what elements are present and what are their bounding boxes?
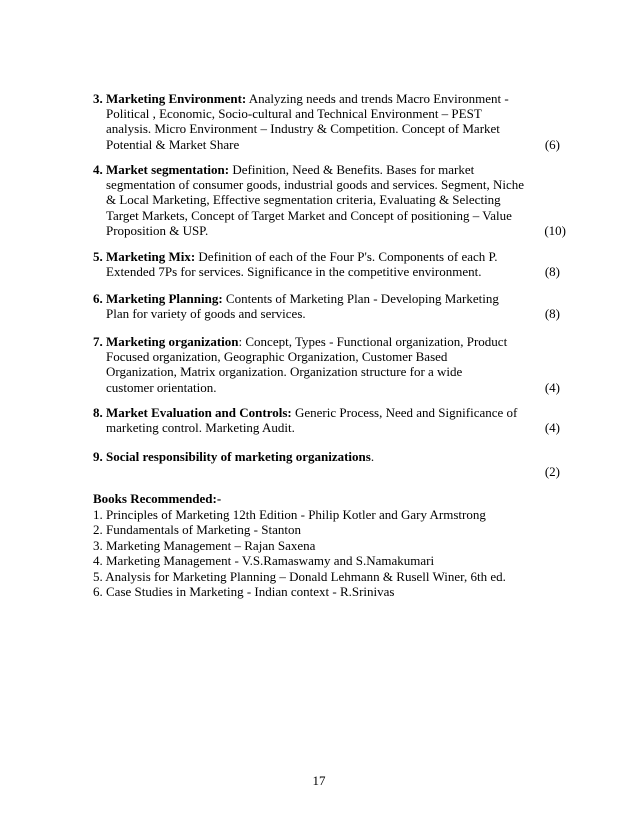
unit-9-number: 9.: [93, 449, 103, 464]
unit-3-marks: (6): [544, 136, 560, 152]
book-item-2: 2. Fundamentals of Marketing - Stanton: [93, 522, 301, 537]
unit-3-text-1: Analyzing needs and trends Macro Environment -: [246, 91, 509, 106]
unit-8-line-1: [93, 405, 563, 420]
unit-8-number: 8.: [93, 405, 103, 420]
unit-3-number: 3.: [93, 91, 103, 106]
unit-5-title: Marketing Mix:: [106, 249, 196, 264]
unit-6-line-1: [93, 291, 563, 306]
book-item-4: 4. Marketing Management - V.S.Ramaswamy and S.Namakumari: [93, 553, 435, 568]
unit-4-line-1: [93, 162, 563, 177]
unit-5-marks: (8): [544, 264, 560, 280]
unit-7-marks: (4): [544, 379, 560, 395]
unit-8-marks: (4): [544, 420, 560, 436]
unit-5-line-2: [93, 264, 563, 279]
unit-3-line-2: Political , Economic, Socio-cultural and Technical Environment – PEST: [106, 106, 482, 122]
unit-3-title: Marketing Environment:: [106, 91, 247, 106]
unit-7: [93, 334, 563, 395]
unit-9-line-1: [93, 449, 563, 464]
unit-4-line-3: & Local Marketing, Effective segmentation criteria, Evaluating & Selecting: [106, 192, 501, 208]
unit-4-number: 4.: [93, 162, 103, 177]
unit-8: [93, 405, 563, 435]
unit-4: [93, 162, 566, 238]
unit-7-line-1: [93, 334, 563, 349]
unit-4-line-4: Target Markets, Concept of Target Market and Concept of positioning – Value: [106, 207, 512, 223]
unit-6-text-2: Plan for variety of goods and services.: [106, 306, 306, 322]
unit-7-text-4: customer orientation.: [106, 379, 217, 395]
unit-3: [93, 91, 563, 152]
unit-7-line-2: Focused organization, Geographic Organization, Customer Based: [106, 349, 448, 365]
unit-4-title: Market segmentation:: [106, 162, 230, 177]
unit-9-title: Social responsibility of marketing organizations: [106, 449, 371, 464]
unit-6: [93, 291, 563, 321]
unit-5: [93, 249, 563, 279]
book-item-3: 3. Marketing Management – Rajan Saxena: [93, 537, 316, 553]
unit-4-line-5: [93, 222, 566, 238]
unit-5-text-1: Definition of each of the Four P's. Components of each P.: [195, 249, 498, 264]
unit-4-marks: (10): [544, 222, 566, 238]
page-number: 17: [312, 773, 326, 788]
book-item-6: 6. Case Studies in Marketing - Indian context - R.Srinivas: [93, 584, 395, 599]
unit-7-line-4: [93, 380, 563, 395]
unit-5-text-2: Extended 7Ps for services. Significance in the competitive environment.: [106, 264, 482, 280]
book-item-5: 5. Analysis for Marketing Planning – Donald Lehmann & Rusell Winer, 6th ed.: [93, 568, 506, 584]
unit-5-number: 5.: [93, 249, 103, 264]
unit-6-line-2: [93, 306, 563, 321]
unit-9-marks: (2): [544, 464, 560, 480]
unit-4-text-1: Definition, Need & Benefits. Bases for market: [229, 162, 475, 177]
unit-9-line-2: [93, 464, 563, 479]
unit-6-marks: (8): [544, 306, 560, 322]
unit-7-number: 7.: [93, 334, 103, 349]
unit-3-line-1: [93, 91, 563, 106]
book-item-1: 1. Principles of Marketing 12th Edition - Philip Kotler and Gary Armstrong: [93, 506, 486, 522]
unit-8-title: Market Evaluation and Controls:: [106, 405, 292, 420]
unit-8-text-2: marketing control. Marketing Audit.: [106, 420, 295, 436]
unit-7-text-1: : Concept, Types - Functional organization, Product: [238, 334, 508, 349]
unit-9: [93, 449, 563, 479]
unit-8-text-1: Generic Process, Need and Significance of: [291, 405, 518, 420]
unit-5-line-1: [93, 249, 563, 264]
unit-4-line-2: segmentation of consumer goods, industrial goods and services. Segment, Niche: [106, 177, 525, 193]
unit-4-text-5: Proposition & USP.: [106, 222, 209, 238]
unit-6-text-1: Contents of Marketing Plan - Developing Marketing: [222, 291, 499, 306]
unit-6-title: Marketing Planning:: [106, 291, 223, 306]
unit-3-text-4: Potential & Market Share: [106, 136, 240, 152]
unit-6-number: 6.: [93, 291, 103, 306]
books-heading: Books Recommended:-: [93, 491, 222, 506]
unit-3-line-3: analysis. Micro Environment – Industry & Competition. Concept of Market: [106, 121, 500, 137]
unit-8-line-2: [93, 420, 563, 435]
unit-3-line-4: [93, 137, 563, 152]
books-recommended: [93, 491, 563, 600]
unit-7-title: Marketing organization: [106, 334, 239, 349]
unit-7-line-3: Organization, Matrix organization. Organization structure for a wide: [106, 364, 463, 380]
unit-9-text-1: .: [370, 449, 375, 464]
